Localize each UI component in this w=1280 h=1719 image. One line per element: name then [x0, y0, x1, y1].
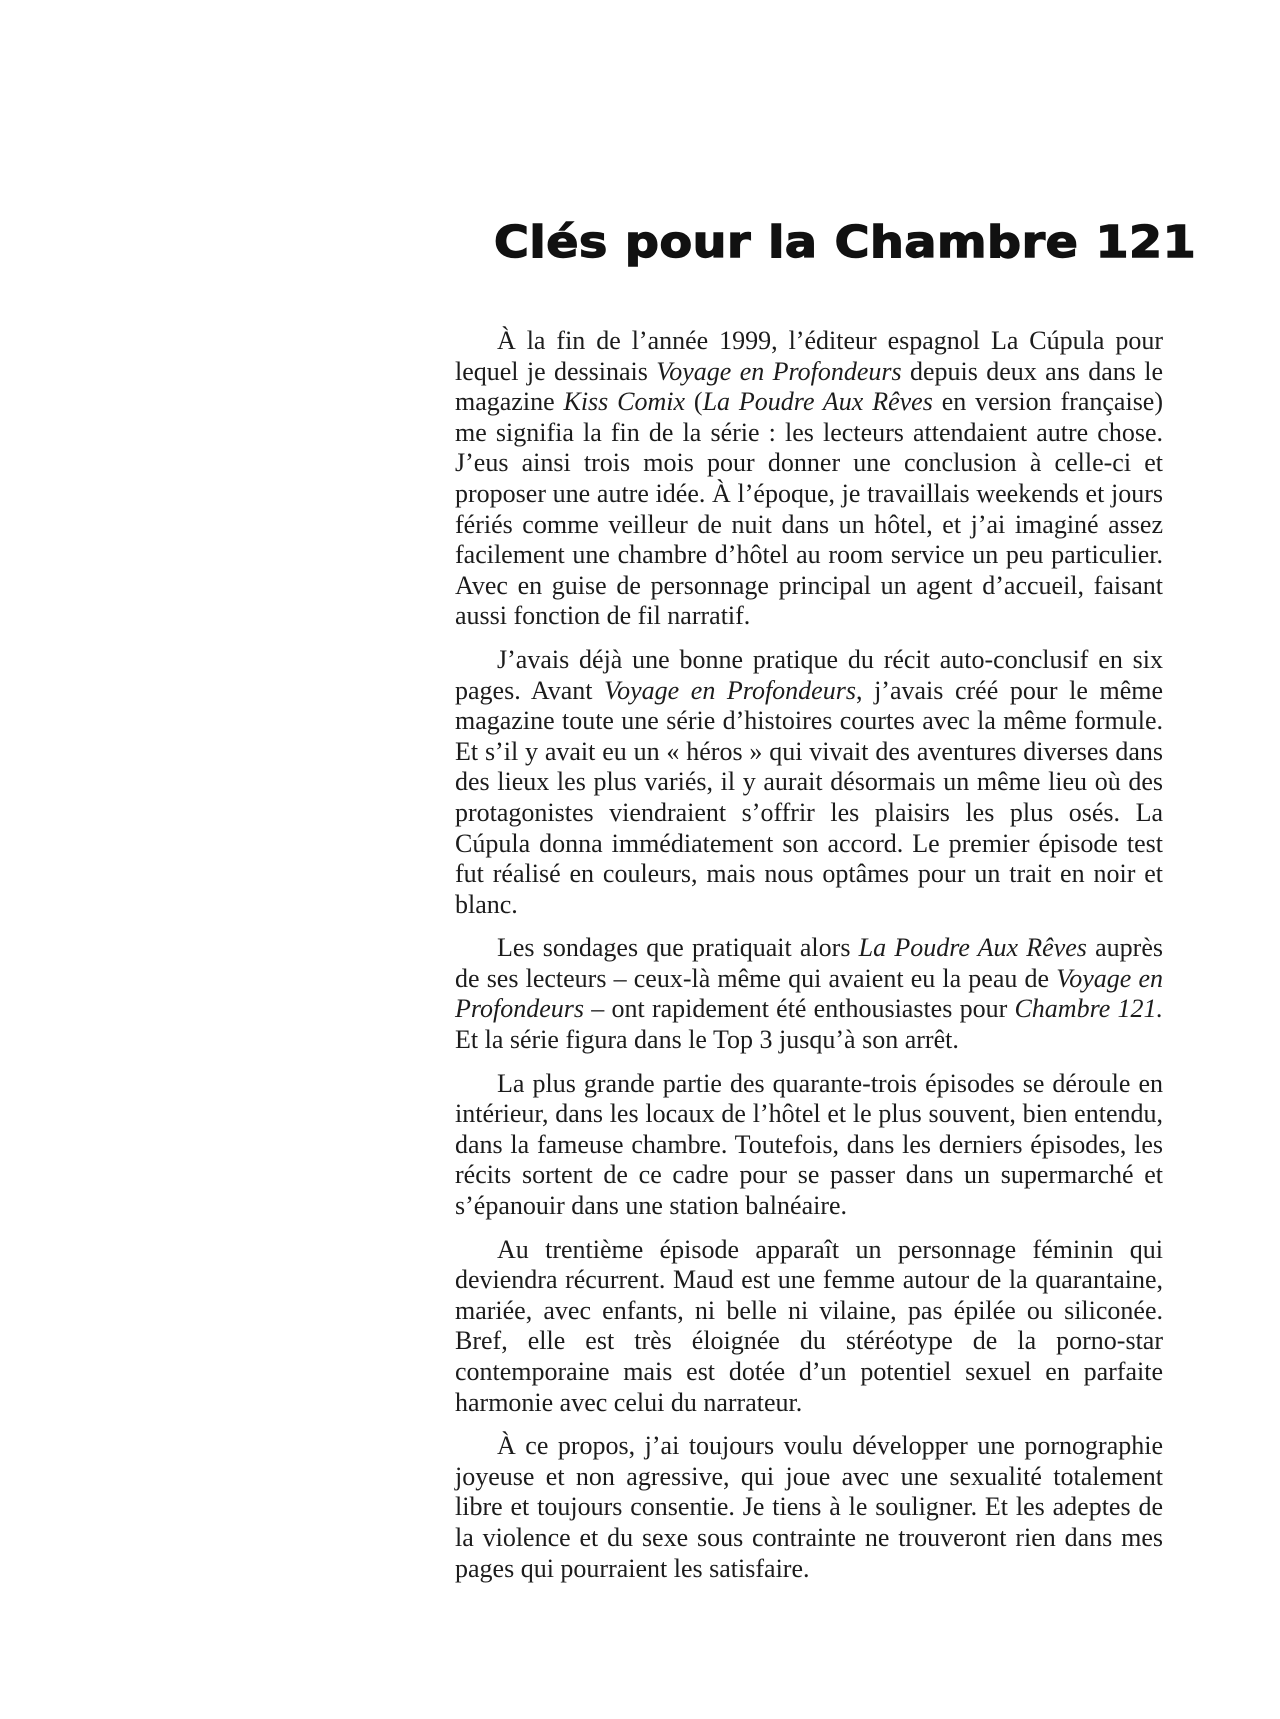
italic-title-run: Chambre 121. [1014, 994, 1164, 1024]
text-run: en version française) me signifia la fin de la série : les lecteurs attendaient autre chose. J’eus ainsi trois mois pour donner une conclusion à celle-ci et proposer une autre idée. À l’époque, je travaillais weekends et jours fériés comme veilleur de nuit dans un hôtel, et j’ai imaginé assez facilement une chambre d’hôtel au room service un peu particulier. Avec en guise de personnage principal un agent d’accueil, faisant aussi fonction de fil narratif. [455, 387, 1164, 631]
paragraph [455, 326, 1163, 632]
text-run: ( [685, 387, 703, 417]
text-run: – ont rapidement été enthousiastes pour [584, 994, 1015, 1024]
text-run: Au trentième épisode apparaît un personnage féminin qui deviendra récurrent. Maud est une femme autour de la quarantaine, mariée, avec enfants, ni belle ni vilaine, pas épilée ou siliconée. Bref, elle est très éloignée du stéréotype de la porno-star contemporaine mais est dotée d’un potentiel sexuel en parfaite harmonie avec celui du narrateur. [455, 1234, 1163, 1417]
paragraph [455, 1069, 1163, 1222]
text-run: À la fin de l’année 1999, l’éditeur espagnol La Cúpula pour lequel je dessinais [455, 326, 1163, 386]
italic-title-run: Kiss Comix [563, 387, 686, 417]
italic-title-run: Voyage en Profondeurs [656, 356, 902, 386]
text-run: , j’avais créé pour le même magazine toute une série d’histoires courtes avec la même formule. Et s’il y avait eu un « héros » qui vivait des aventures diverses dans des lieux les plus variés, il y aurait désormais un même lieu où des protagonistes viendraient s’offrir les plaisirs les plus osés. La Cúpula donna immédiatement son accord. Le premier épisode test fut réalisé en couleurs, mais nous optâmes pour un trait en noir et blanc. [455, 675, 1164, 919]
paragraph [455, 645, 1163, 920]
text-run: La plus grande partie des quarante-trois épisodes se déroule en intérieur, dans les locaux de l’hôtel et le plus souvent, bien entendu, dans la fameuse chambre. Toutefois, dans les derniers épisodes, les récits sortent de ce cadre pour se passer dans un supermarché et s’épanouir dans une station balnéaire. [455, 1068, 1163, 1221]
italic-title-run: La Poudre Aux Rêves [858, 933, 1087, 963]
italic-title-run: La Poudre Aux Rêves [702, 387, 933, 417]
italic-title-run: Voyage en Profondeurs [455, 963, 1164, 1024]
text-run: depuis deux ans dans le magazine [455, 356, 1163, 417]
paragraph [455, 1431, 1163, 1584]
text-run: J’avais déjà une bonne pratique du récit auto-conclusif en six pages. Avant [455, 644, 1163, 705]
text-run: À ce propos, j’ai toujours voulu développer une pornographie joyeuse et non agressive, qui joue avec une sexualité totalement libre et toujours consentie. Je tiens à le souligner. Et les adeptes de la violence et du sexe sous contrainte ne trouveront rien dans mes pages qui pourraient les satisfaire. [455, 1431, 1163, 1583]
article-body [455, 326, 1163, 1597]
text-run: Et la série figura dans le Top 3 jusqu’à son arrêt. [455, 1025, 959, 1055]
page-title: Clés pour la Chambre 121 [494, 217, 1197, 268]
text-run: Les sondages que pratiquait alors [497, 933, 859, 963]
paragraph [455, 1235, 1163, 1419]
paragraph [455, 933, 1163, 1055]
italic-title-run: Voyage en Profondeurs [604, 675, 856, 705]
text-run: auprès de ses lecteurs – ceux-là même qui avaient eu la peau de [455, 933, 1163, 993]
